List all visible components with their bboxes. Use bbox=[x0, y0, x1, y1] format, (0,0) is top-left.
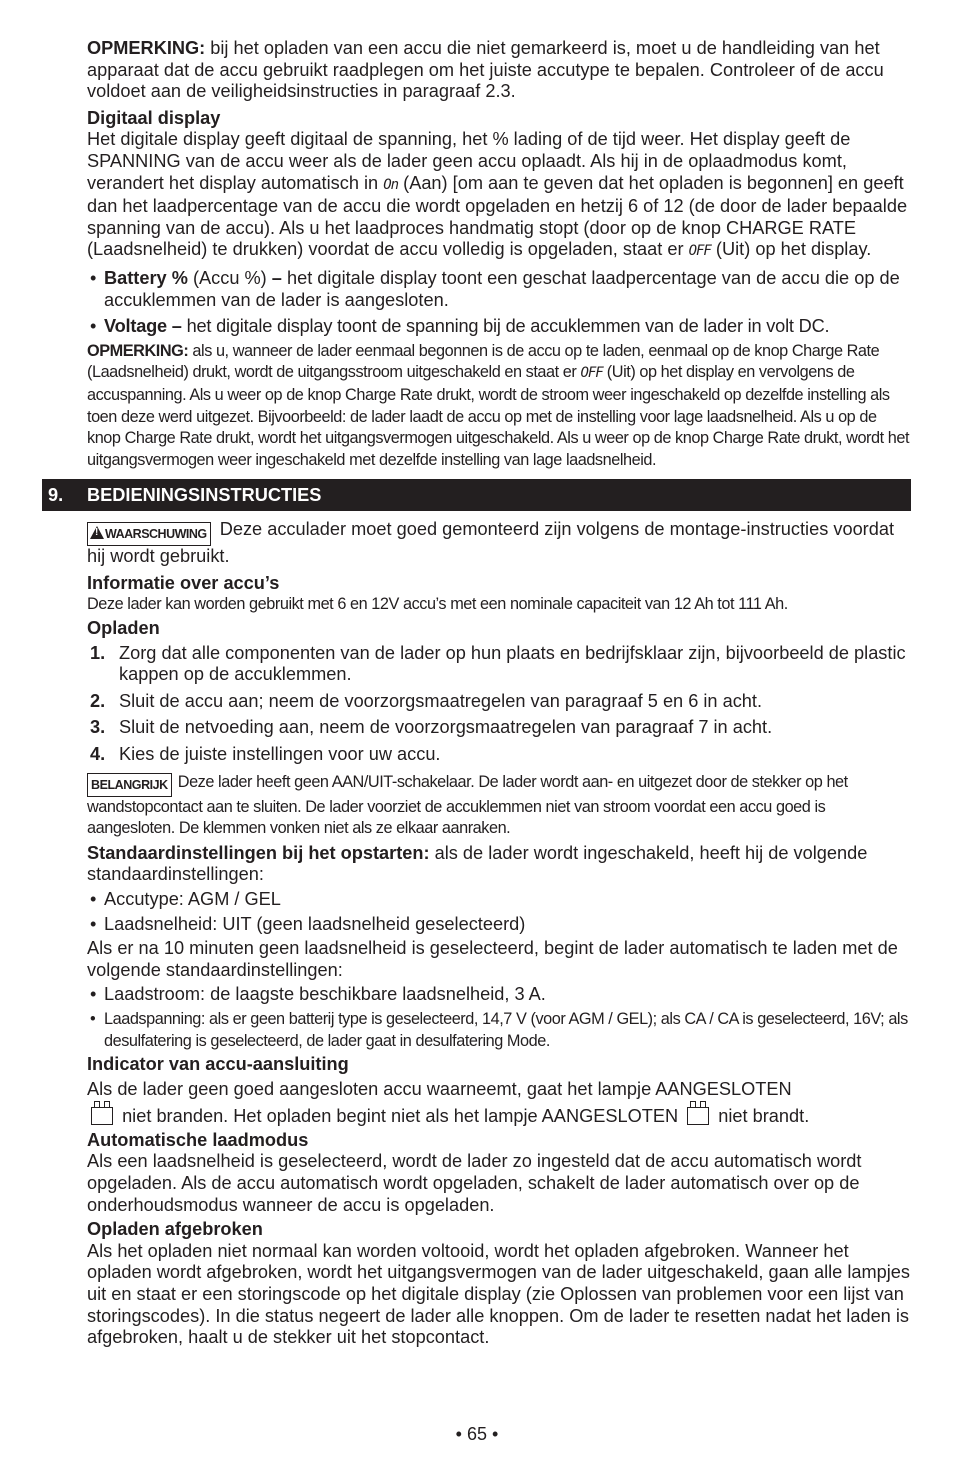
bullet-dot: • bbox=[90, 889, 97, 909]
aborted-text: Als het opladen niet normaal kan worden voltooid, wordt het opladen afgebroken. Wanneer het opladen wordt afgebroken, wordt het uitgangsvermogen van de lader uitgeschakeld, gaan alle lampjes uit en staat er een storingscode op het digitale display (zie Oplossen van problemen voor een lijst van storingscodes). In die status negeert de lader alle knoppen. Om de lader te resetten nadat het laden is afgebroken, haalt u de stekker uit het stopcontact. bbox=[87, 1240, 911, 1348]
list-item bbox=[87, 268, 911, 311]
list-item bbox=[87, 316, 911, 338]
list-item bbox=[87, 914, 911, 936]
auto-mode-text: Als een laadsnelheid is geselecteerd, wordt de lader zo ingesteld dat de accu automatisch wordt opgeladen. Als de accu automatisch wordt opgeladen, schakelt de lader automatisch over op de onderhoudsmodus wanneer de accu is opgeladen. bbox=[87, 1151, 862, 1215]
list-item bbox=[87, 1009, 911, 1052]
important-paragraph bbox=[87, 772, 911, 840]
auto-default-text: Als er na 10 minuten geen laadsnelheid is geselecteerd, begint de lader automatisch te laden met de volgende standaardinstellingen: bbox=[87, 938, 898, 980]
indicator-text-1: Als de lader geen goed aangesloten accu waarneemt, gaat het lampje AANGESLOTEN bbox=[87, 1078, 792, 1099]
list-item bbox=[87, 889, 911, 911]
section-header bbox=[42, 479, 911, 511]
heading-digital-display: Digitaal display bbox=[87, 107, 221, 128]
heading-battery-info: Informatie over accu’s bbox=[87, 572, 280, 593]
bullet-text: Laadsnelheid: UIT (geen laadsnelheid geselecteerd) bbox=[104, 913, 526, 934]
step-number: 1. bbox=[90, 642, 106, 663]
step-number: 2. bbox=[90, 690, 106, 711]
digital-text-2: (Aan) [om aan te geven dat het opladen is begonnen] en geeft dan het laadpercentage van de accu die wordt opgeladen en hetzij 6 of 12 (de door de lader bepaalde spanning van de accu). Als u het laadproces handmatig stopt (door op de knop CHARGE RATE (Laadsnelheid) te drukken) voordat de accu volledig is opgeladen, staat er bbox=[87, 172, 908, 260]
note-text: bij het opladen van een accu die niet gemarkeerd is, moet u de handleiding van het apparaat dat de accu gebruikt raadplegen om het juiste accutype te bepalen. Controleer of de accu voldoet aan de veiligheidsinstructies in paragraaf 2.3. bbox=[87, 38, 884, 102]
list-item bbox=[87, 691, 911, 713]
step-text: Sluit de accu aan; neem de voorzorgsmaatregelen van paragraaf 5 en 6 in acht. bbox=[119, 690, 763, 711]
defaults-label: Standaardinstellingen bij het opstarten: bbox=[87, 842, 430, 863]
heading-aborted: Opladen afgebroken bbox=[87, 1219, 263, 1240]
step-text: Zorg dat alle componenten van de lader op hun plaats en bedrijfsklaar zijn, bijvoorbeeld de plastic kappen op de accuklemmen. bbox=[119, 642, 906, 685]
bullet-text: Laadspanning: als er geen batterij type is geselecteerd, 14,7 V (voor AGM / GEL); als CA / CA is geselecteerd, 16V; als desulfatering is geselecteerd, de lader gaat in desulfatering Mode. bbox=[104, 1009, 908, 1050]
heading-charging: Opladen bbox=[87, 618, 160, 639]
note-paragraph-2 bbox=[87, 341, 911, 472]
bullet-text: Laadstroom: de laagste beschikbare laadsnelheid, 3 A. bbox=[104, 984, 546, 1005]
digital-text-3: (Uit) op het display. bbox=[710, 239, 872, 260]
warning-badge bbox=[87, 522, 211, 546]
lcd-off-glyph: OFF bbox=[580, 365, 603, 382]
battery-connected-icon bbox=[687, 1107, 709, 1125]
bullet-dot: • bbox=[90, 1009, 96, 1028]
indicator-text-3: niet brandt. bbox=[718, 1105, 810, 1126]
step-number: 4. bbox=[90, 744, 106, 765]
defaults-text: als de lader wordt ingeschakeld, heeft hij de volgende standaardinstellingen: bbox=[87, 842, 868, 885]
bullet-dot: • bbox=[90, 984, 97, 1005]
battery-info-text: Deze lader kan worden gebruikt met 6 en 12V accu’s met een nominale capaciteit van 12 Ah tot 111 Ah. bbox=[87, 595, 788, 614]
bullet-dot: • bbox=[90, 316, 97, 337]
bullet-label: Voltage – bbox=[104, 316, 182, 337]
warning-paragraph bbox=[87, 519, 911, 568]
bullet-label: Battery % bbox=[104, 267, 188, 288]
digital-text-1: Het digitale display geeft digitaal de spanning, het % lading of de tijd weer. Het display geeft de SPANNING van de accu weer als de lader geen accu oplaadt. Als hij in de oplaadmodus komt, verandert het display automatisch in bbox=[87, 129, 851, 193]
step-text: Kies de juiste instellingen voor uw accu. bbox=[119, 744, 441, 765]
bullet-text: Accutype: AGM / GEL bbox=[104, 889, 281, 909]
indicator-paragraph bbox=[87, 1076, 911, 1130]
note-paragraph bbox=[87, 38, 911, 103]
lcd-off-glyph: OFF bbox=[688, 243, 711, 260]
heading-indicator: Indicator van accu-aansluiting bbox=[87, 1054, 349, 1075]
page-content bbox=[48, 38, 911, 1349]
bullet-dash: – bbox=[271, 267, 282, 288]
note-label: OPMERKING: bbox=[87, 38, 206, 58]
note-text-1: als u, wanneer de lader eenmaal begonnen is de accu op te laden, eenmaal op de knop Charge Rate (Laadsnelheid) drukt, wordt de uitgangsstroom uitgeschakeld en staat er bbox=[87, 341, 880, 382]
list-item bbox=[87, 744, 911, 766]
warning-badge-label: WAARSCHUWING bbox=[105, 527, 207, 542]
bullet-rest: het digitale display toont een geschat laadpercentage van de accu die op de accuklemmen van de lader is aangesloten. bbox=[104, 267, 900, 310]
bullet-dot: • bbox=[90, 913, 97, 934]
bullet-text: het digitale display toont de spanning bij de accuklemmen van de lader in volt DC. bbox=[181, 316, 830, 337]
important-text: Deze lader heeft geen AAN/UIT-schakelaar. De lader wordt aan- en uitgezet door de stekker op het wandstopcontact aan te sluiten. De lader voorziet de accuklemmen niet van stroom voordat een accu goed is aangesloten. De klemmen vonken niet als ze elkaar aanraken. bbox=[87, 772, 848, 838]
lcd-on-glyph: On bbox=[383, 176, 399, 193]
list-item bbox=[87, 643, 911, 686]
section-title: BEDIENINGSINSTRUCTIES bbox=[87, 485, 322, 506]
indicator-text-2: niet branden. Het opladen begint niet als het lampje AANGESLOTEN bbox=[122, 1105, 679, 1126]
digital-display-paragraph bbox=[87, 129, 911, 263]
step-text: Sluit de netvoeding aan, neem de voorzorgsmaatregelen van paragraaf 7 in acht. bbox=[119, 717, 773, 738]
step-number: 3. bbox=[90, 717, 106, 738]
bullet-dot: • bbox=[90, 267, 97, 288]
list-item bbox=[87, 984, 911, 1006]
note-label: OPMERKING: bbox=[87, 341, 189, 360]
list-item bbox=[87, 717, 911, 739]
page-number: • 65 • bbox=[455, 1424, 499, 1444]
heading-auto-mode: Automatische laadmodus bbox=[87, 1129, 309, 1150]
warning-text: Deze acculader moet goed gemonteerd zijn volgens de montage-instructies voordat hij wordt gebruikt. bbox=[87, 519, 895, 567]
important-badge: BELANGRIJK bbox=[87, 773, 172, 797]
battery-connected-icon bbox=[91, 1107, 113, 1125]
section-number: 9. bbox=[48, 485, 64, 506]
warning-icon bbox=[90, 526, 104, 539]
bullet-text: (Accu %) bbox=[187, 267, 272, 288]
defaults-paragraph bbox=[87, 843, 911, 886]
note-text-2: (Uit) op het display en vervolgens de accuspanning. Als u weer op de knop Charge Rate drukt, wordt de stroom weer ingeschakeld op dezelfde instelling als toen deze werd uitgezet. Bijvoorbeeld: de lader laadt de accu op met de instelling voor lage laadsnelheid. Als u op de knop Charge Rate drukt, wordt het uitgangsvermogen uitgeschakeld. Als u weer op de knop Charge Rate drukt, wordt het uitgangsvermogen weer ingeschakeld met dezelfde instelling van lage laadsnelheid. bbox=[87, 363, 910, 469]
